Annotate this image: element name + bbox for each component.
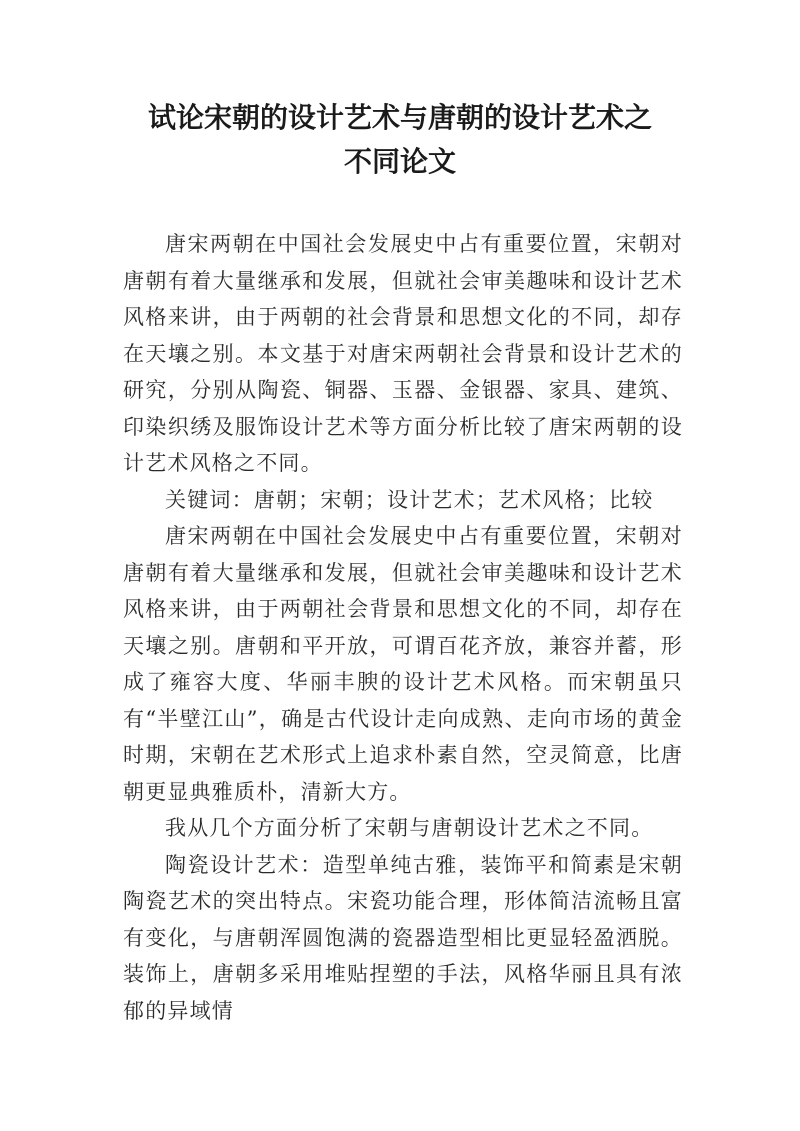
document-body — [123, 226, 683, 1029]
intro-paragraph: 唐宋两朝在中国社会发展史中占有重要位置，宋朝对唐朝有着大量继承和发展，但就社会审美趣味和设计艺术风格来讲，由于两朝社会背景和思想文化的不同，却存在天壤之别。唐朝和平开放，可谓百花齐放，兼容并蓄，形成了雍容大度、华丽丰腴的设计艺术风格。而宋朝虽只有“半壁江山”，确是古代设计走向成熟、走向市场的黄金时期，宋朝在艺术形式上追求朴素自然，空灵简意，比唐朝更显典雅质朴，清新大方。 — [123, 524, 683, 804]
abstract-paragraph: 唐宋两朝在中国社会发展史中占有重要位置，宋朝对唐朝有着大量继承和发展，但就社会审美趣味和设计艺术风格来讲，由于两朝的社会背景和思想文化的不同，却存在天壤之别。本文基于对唐宋两朝社会背景和设计艺术的研究，分别从陶瓷、铜器、玉器、金银器、家具、建筑、印染织绣及服饰设计艺术等方面分析比较了唐宋两朝的设计艺术风格之不同。 — [123, 232, 683, 475]
title-line-2: 不同论文 — [343, 145, 456, 178]
overview-paragraph: 我从几个方面分析了宋朝与唐朝设计艺术之不同。 — [165, 816, 654, 840]
ceramics-paragraph: 陶瓷设计艺术：造型单纯古雅，装饰平和简素是宋朝陶瓷艺术的突出特点。宋瓷功能合理，形体简洁流畅且富有变化，与唐朝浑圆饱满的瓷器造型相比更显轻盈洒脱。装饰上，唐朝多采用堆贴捏塑的手法，风格华丽且具有浓郁的异域情 — [123, 852, 683, 1023]
document-title — [100, 96, 700, 184]
title-line-1: 试论宋朝的设计艺术与唐朝的设计艺术之 — [147, 101, 652, 134]
keywords-paragraph: 关键词：唐朝；宋朝；设计艺术；艺术风格；比较 — [165, 487, 654, 512]
